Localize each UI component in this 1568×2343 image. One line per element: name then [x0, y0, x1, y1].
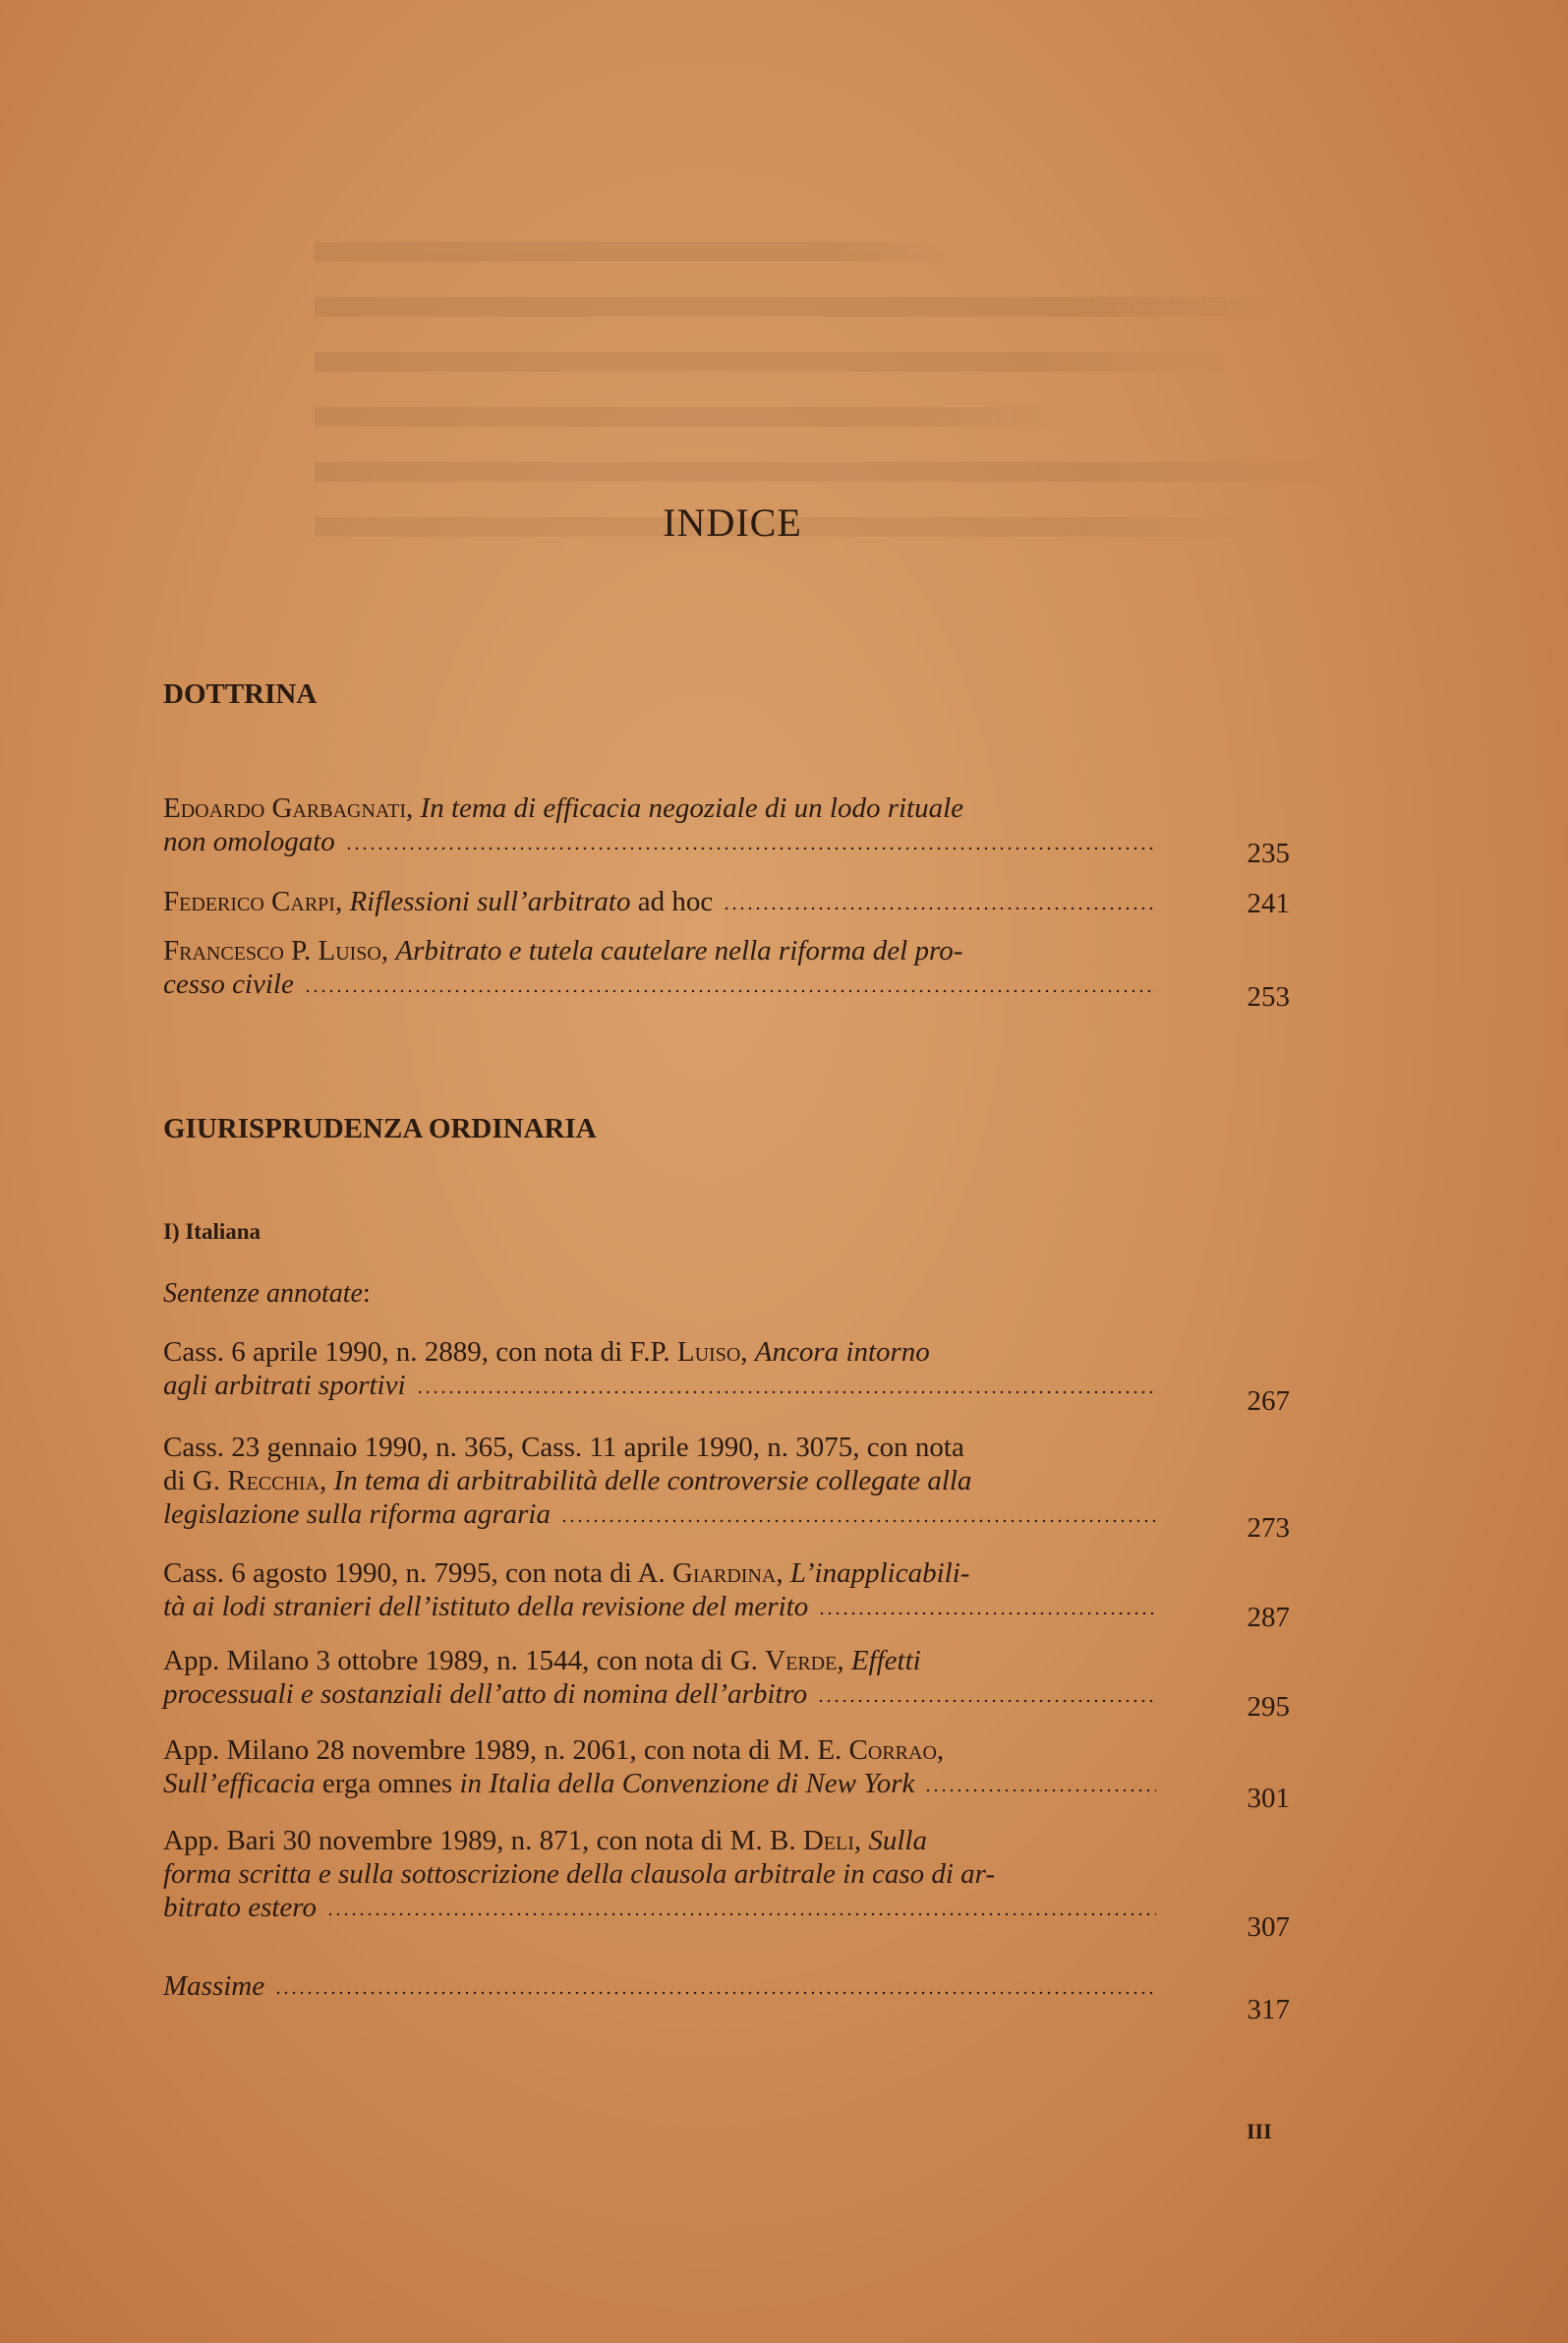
entry-citation: Cass. 6 agosto 1990, n. 7995, con nota di A. [163, 1557, 672, 1589]
section-heading-giurisprudenza: GIURISPRUDENZA ORDINARIA [163, 1113, 597, 1144]
entry-citation: Cass. 23 gennaio 1990, n. 365, Cass. 11 aprile 1990, n. 3075, con nota [163, 1432, 964, 1463]
toc-entry [163, 1431, 1156, 1531]
toc-entry [163, 1335, 1156, 1402]
toc-entry [163, 1644, 1156, 1711]
entry-title-cont: processuali e sostanziali dell’atto di nomina dell’arbitro [163, 1678, 808, 1710]
toc-entry: Edoardo Garbagnati, In tema di efficacia negoziale di un lodo rituale non omologato [163, 791, 1156, 858]
entry-page-number: 235 [1247, 838, 1290, 869]
entry-title: Riflessioni sull’arbitrato [349, 886, 631, 917]
section-heading-dottrina: DOTTRINA [163, 678, 318, 710]
entry-author: Federico Carpi [163, 886, 335, 917]
entry-title-cont: in Italia della Convenzione di New York [459, 1768, 915, 1799]
entry-title-cont: bitrato estero [163, 1892, 318, 1923]
toc-entry-massime [163, 1969, 1156, 2003]
toc-entry [163, 1824, 1156, 1924]
entry-title: Arbitrato e tutela cautelare nella riforma del pro- [395, 935, 963, 966]
entry-author: Luiso [676, 1336, 741, 1368]
entry-sep: , [740, 1336, 755, 1368]
dot-leader [723, 907, 1156, 910]
label-text: Sentenze annotate [163, 1278, 363, 1309]
subsection-label [163, 1278, 371, 1310]
entry-sep: , [853, 1825, 869, 1856]
entry-sep: , [837, 1645, 851, 1676]
entry-title: L’inapplicabili- [789, 1557, 970, 1589]
entry-title-roman: erga omnes [315, 1768, 460, 1799]
entry-title-cont: forma scritta e sulla sottoscrizione della clausola arbitrale in caso di ar- [163, 1858, 996, 1890]
entry-title: Sulla [868, 1825, 927, 1856]
entry-page-number: 287 [1247, 1602, 1290, 1633]
entry-sep: , [319, 1465, 334, 1496]
entry-citation: App. Milano 3 ottobre 1989, n. 1544, con nota di G. [163, 1645, 766, 1676]
entry-citation: App. Milano 28 novembre 1989, n. 2061, con nota di M. E. [163, 1734, 849, 1766]
entry-title: Sull’efficacia [163, 1768, 316, 1799]
entry-title-cont: non omologato [163, 826, 335, 857]
dot-leader [817, 1699, 1156, 1703]
entry-title-roman: ad hoc [637, 886, 714, 917]
entry-title: In tema di efficacia negoziale di un lodo rituale [420, 792, 964, 824]
label-colon: : [362, 1278, 371, 1309]
entry-page-number: 295 [1247, 1691, 1290, 1723]
entry-title: Effetti [850, 1645, 921, 1676]
entry-sep: , [776, 1557, 790, 1589]
entry-author: Francesco P. Luiso [163, 935, 381, 966]
entry-author: Giardina [671, 1557, 777, 1589]
dot-leader [416, 1390, 1156, 1394]
toc-entry: Federico Carpi, Riflessioni sull’arbitrato ad hoc [163, 885, 1156, 918]
entry-page-number: 301 [1247, 1783, 1290, 1814]
entry-author: Corrao [848, 1734, 937, 1766]
entry-page-number: 253 [1247, 981, 1290, 1013]
entry-page-number: 241 [1247, 888, 1290, 919]
page-title: INDICE [663, 500, 802, 545]
entry-page-number: 317 [1247, 1994, 1290, 2025]
entry-title: In tema di arbitrabilità delle controversie collegate alla [333, 1465, 972, 1496]
entry-author: Recchia [227, 1465, 320, 1496]
dot-leader [560, 1519, 1156, 1523]
dot-leader [274, 1991, 1156, 1995]
entry-author: Verde [765, 1645, 838, 1676]
entry-title-cont: tà ai lodi stranieri dell’istituto della revisione del merito [163, 1591, 809, 1622]
entry-author: Edoardo Garbagnati [163, 792, 407, 824]
toc-entry [163, 1556, 1156, 1623]
entry-page-number: 273 [1247, 1512, 1290, 1544]
entry-page-number: 267 [1247, 1385, 1290, 1417]
entry-page-number: 307 [1247, 1911, 1290, 1943]
dot-leader [326, 1912, 1156, 1916]
entry-title: Ancora intorno [754, 1336, 930, 1368]
entry-title: Massime [163, 1970, 265, 2002]
toc-entry: Francesco P. Luiso, Arbitrato e tutela cautelare nella riforma del pro- cesso civile [163, 934, 1156, 1001]
entry-title-cont: agli arbitrati sportivi [163, 1370, 406, 1401]
entry-citation-cont: di G. [163, 1465, 228, 1496]
subsection-heading: I) Italiana [163, 1219, 261, 1244]
dot-leader [345, 847, 1156, 850]
entry-author: Deli [802, 1825, 854, 1856]
toc-entry [163, 1733, 1156, 1800]
folio-page-number: III [1247, 2119, 1272, 2143]
dot-leader [818, 1611, 1156, 1615]
entry-citation: App. Bari 30 novembre 1989, n. 871, con nota di M. B. [163, 1825, 803, 1856]
entry-sep: , [936, 1734, 945, 1766]
entry-title-cont: cesso civile [163, 968, 294, 1000]
entry-citation: Cass. 6 aprile 1990, n. 2889, con nota di F.P. [163, 1336, 677, 1368]
dot-leader [304, 989, 1156, 993]
entry-title-cont: legislazione sulla riforma agraria [163, 1498, 551, 1530]
dot-leader [924, 1788, 1156, 1792]
